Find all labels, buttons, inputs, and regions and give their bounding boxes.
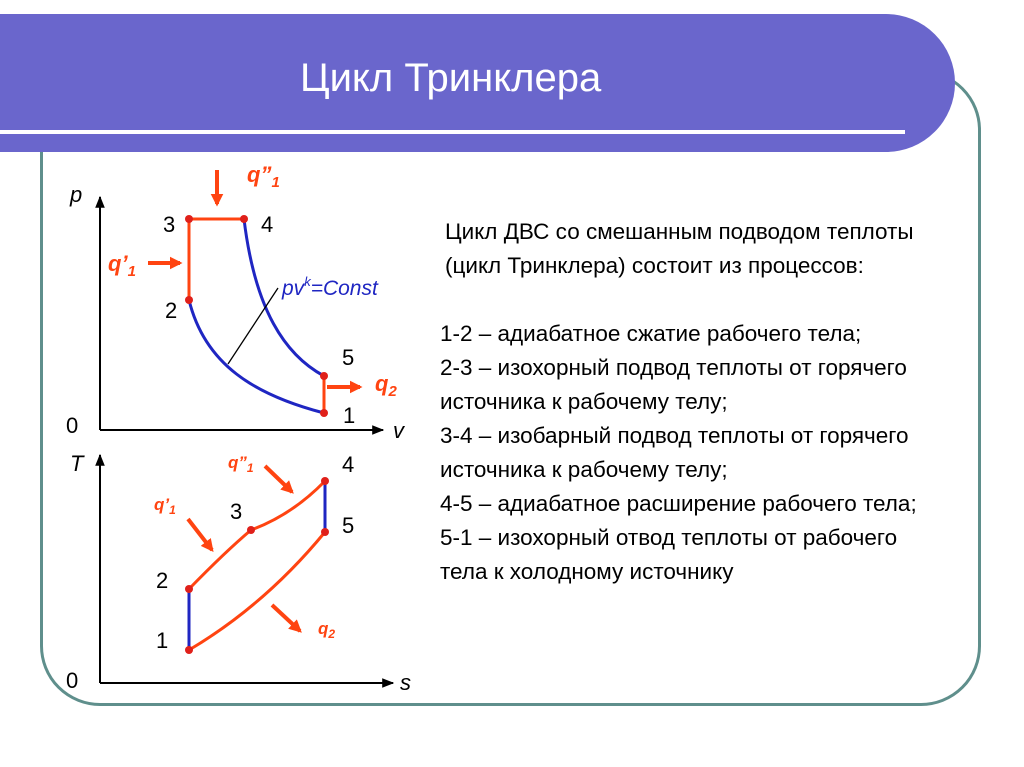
pv-point-2 xyxy=(185,296,193,304)
pv-point-label-2: 2 xyxy=(165,298,178,323)
pv-point-label-4: 4 xyxy=(261,212,274,237)
description-spacer xyxy=(415,283,945,317)
pv-heat-in-isochoric-label: $q’_1$ xyxy=(108,251,136,280)
ts-heat-out-label: $q_2$ xyxy=(318,619,336,641)
ts-point-label-4: 4 xyxy=(342,452,355,477)
description-step-4-5: 4-5 – адиабатное расширение рабочего тела; xyxy=(440,491,917,516)
pv-origin-label: 0 xyxy=(66,413,79,438)
description-intro: Цикл ДВС со смешанным подводом теплоты (цикл Тринклера) состоит из процессов: xyxy=(445,219,914,278)
ts-heat-out-arrow xyxy=(272,605,300,631)
pv-adiabatic-compression-1-2 xyxy=(189,300,324,413)
ts-heat-in-isochoric-arrow xyxy=(188,519,212,550)
ts-diagram xyxy=(66,451,411,695)
ts-axis-x-label: s xyxy=(400,670,411,695)
description-step-1-2: 1-2 – адиабатное сжатие рабочего тела; xyxy=(440,321,862,346)
ts-isochoric-heating-2-3 xyxy=(189,530,251,589)
ts-point-label-2: 2 xyxy=(156,568,169,593)
description-step-5-1: 5-1 – изохорный отвод теплоты от рабочего тела к холодному источнику xyxy=(440,525,898,584)
ts-point-3 xyxy=(247,526,255,534)
ts-point-4 xyxy=(321,477,329,485)
ts-point-label-3: 3 xyxy=(230,499,243,524)
ts-point-label-5: 5 xyxy=(342,513,355,538)
pv-adiabat-label: $pv^k=Const$ xyxy=(282,274,378,300)
ts-point-2 xyxy=(185,585,193,593)
ts-point-1 xyxy=(185,646,193,654)
page-title: Цикл Тринклера xyxy=(300,56,602,100)
pv-point-label-5: 5 xyxy=(342,345,355,370)
pv-point-3 xyxy=(185,215,193,223)
ts-heat-in-isochoric-label: $q’_1$ xyxy=(154,495,176,517)
ts-point-5 xyxy=(321,528,329,536)
pv-heat-in-isobaric-label: $q”_1$ xyxy=(247,162,280,191)
description-step-3-4: 3-4 – изобарный подвод теплоты от горячего источника к рабочему телу; xyxy=(440,423,909,482)
pv-diagram xyxy=(66,162,406,443)
ts-origin-label: 0 xyxy=(66,668,79,693)
ts-axis-y-label: T xyxy=(70,451,84,476)
pv-point-label-1: 1 xyxy=(343,403,356,428)
pv-heat-out-label: $q_2$ xyxy=(375,371,397,400)
ts-heat-in-isobaric-arrow xyxy=(265,466,292,492)
pv-point-1 xyxy=(320,409,328,417)
pv-adiabat-leader-line xyxy=(228,288,278,364)
pv-point-5 xyxy=(320,372,328,380)
pv-axis-y-label: p xyxy=(70,182,83,207)
pv-point-4 xyxy=(240,215,248,223)
cycle-description xyxy=(415,215,945,589)
pv-point-label-3: 3 xyxy=(163,212,176,237)
description-step-2-3: 2-3 – изохорный подвод теплоты от горячего источника к рабочему телу; xyxy=(440,355,907,414)
pv-axis-x-label: v xyxy=(393,418,404,443)
ts-heat-in-isobaric-label: $q”_1$ xyxy=(228,453,254,475)
ts-point-label-1: 1 xyxy=(156,628,169,653)
